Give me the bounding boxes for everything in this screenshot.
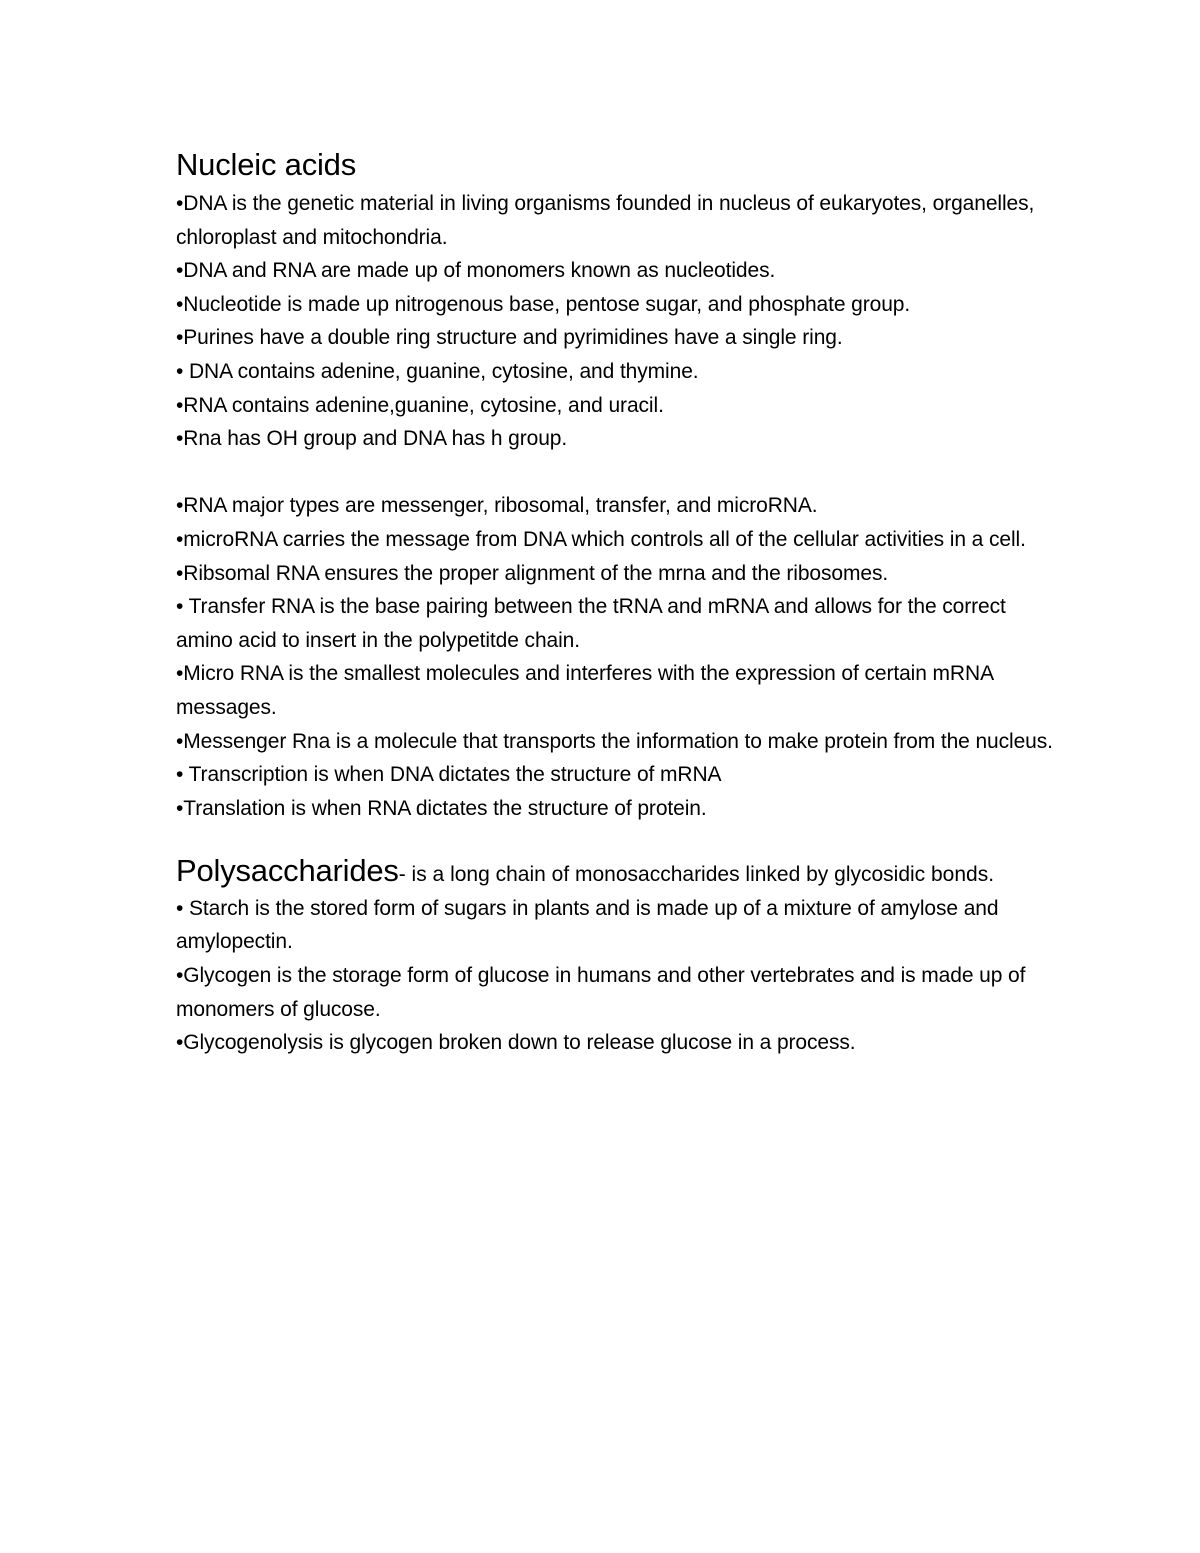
definition-text: - is a long chain of monosaccharides linked by glycosidic bonds. [398, 863, 995, 887]
bullet-line: •microRNA carries the message from DNA which controls all of the cellular activities in a cell. [176, 527, 1026, 551]
bullet-line: • Starch is the stored form of sugars in plants and is made up of a mixture of amylose and amylopectin. [176, 896, 999, 954]
bullet-line: •DNA and RNA are made up of monomers known as nucleotides. [176, 259, 776, 283]
bullet-line: •Ribsomal RNA ensures the proper alignment of the mrna and the ribosomes. [176, 561, 889, 585]
bullet-line: •Translation is when RNA dictates the structure of protein. [176, 796, 707, 820]
polysaccharides-definition [176, 854, 1056, 892]
bullet-line: • Transfer RNA is the base pairing between the tRNA and mRNA and allows for the correct amino acid to insert in the polypetitde chain. [176, 595, 1006, 652]
bullet-line: •Glycogenolysis is glycogen broken down to release glucose in a process. [176, 1031, 856, 1055]
bullet-line: •Messenger Rna is a molecule that transports the information to make protein from the nucleus. [176, 729, 1053, 753]
section-heading-nucleic-acids: Nucleic acids [176, 147, 357, 182]
bullet-line: •DNA is the genetic material in living organisms founded in nucleus of eukaryotes, organelles, chloroplast and mitochondria. [176, 192, 1035, 249]
bullet-line: •Glycogen is the storage form of glucose in humans and other vertebrates and is made up of monomers of glucose. [176, 964, 1026, 1021]
bullet-line: • DNA contains adenine, guanine, cytosine, and thymine. [176, 359, 699, 383]
bullet-line: •Purines have a double ring structure and pyrimidines have a single ring. [176, 326, 843, 350]
document-content [176, 143, 1056, 1060]
bullet-line: •RNA major types are messenger, ribosomal, transfer, and microRNA. [176, 494, 818, 518]
section-heading-polysaccharides: Polysaccharides [176, 853, 399, 889]
bullet-line: •Nucleotide is made up nitrogenous base, pentose sugar, and phosphate group. [176, 292, 911, 316]
bullet-line: • Transcription is when DNA dictates the structure of mRNA [176, 763, 722, 787]
bullet-line: •RNA contains adenine,guanine, cytosine, and uracil. [176, 393, 664, 417]
bullet-line: •Micro RNA is the smallest molecules and interferes with the expression of certain mRNA messages. [176, 662, 993, 719]
blank-line [176, 825, 1056, 854]
blank-line [176, 456, 1056, 490]
bullet-line: •Rna has OH group and DNA has h group. [176, 427, 568, 451]
